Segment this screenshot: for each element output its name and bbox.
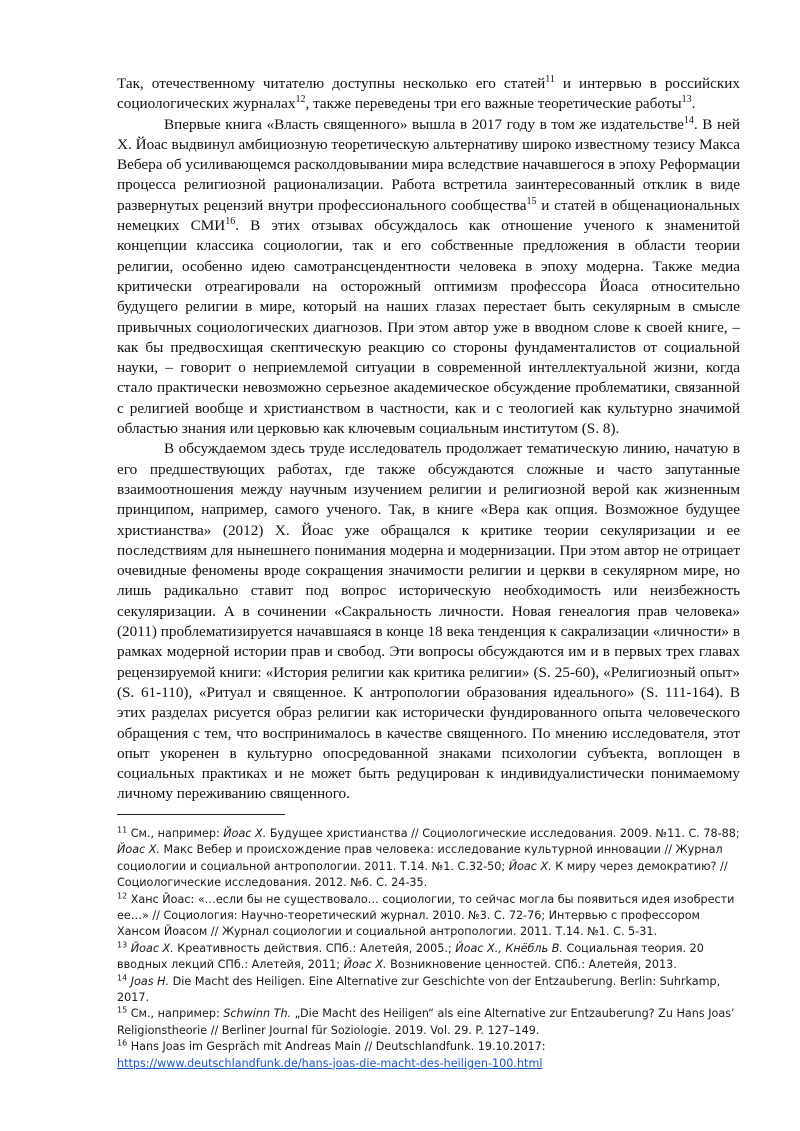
- footnote-marker: 13: [117, 940, 128, 950]
- reference-link[interactable]: https://www.deutschlandfunk.de/hans-joas-die-macht-des-heiligen-100.html: [117, 1056, 543, 1070]
- text-run: Креативность действия. СПб.: Алетейя, 2005.;: [173, 941, 456, 955]
- footnote-marker: 12: [295, 94, 306, 106]
- footnote-marker: 16: [225, 216, 236, 228]
- text-run: и интервью в российских социологических журналах: [117, 75, 740, 113]
- footnote-11: [117, 826, 743, 892]
- text-run: Социальная теория. 20 вводных лекций СПб.: Алетейя, 2011;: [117, 941, 704, 972]
- text-run: Впервые книга «Власть священного» вышла в 2017 году в том же издательстве: [164, 115, 684, 133]
- footnote-12: [117, 892, 743, 941]
- text-run: Возникновение ценностей. СПб.: Алетейя, 2013.: [386, 958, 677, 972]
- text-run: и статей в общенациональных немецких СМИ: [117, 196, 740, 235]
- author-name: Йоас Х., Кнёбль В.: [455, 941, 563, 955]
- author-name: Йоас Х.: [223, 827, 267, 840]
- footnote-marker: 15: [117, 1005, 128, 1015]
- text-run: Так, отечественному читателю доступны несколько его статей: [117, 75, 546, 92]
- text-run: . В ней Х. Йоас выдвинул амбициозную теоретическую альтернативу широко известному тезису Макса Вебера об усиливающемся расколдовывании мира вследствие начавшегося в эпоху Реформации процесса религиозной рационализации. Работа встретила заинтересованный отклик в виде развернутых рецензий внутри профессионального сообщества: [117, 115, 740, 214]
- footnote-marker: 14: [683, 114, 694, 126]
- text-run: См., например:: [127, 1007, 224, 1021]
- author-name: Joas H.: [130, 974, 170, 988]
- footnote-marker: 15: [526, 195, 537, 207]
- footnote-13: [117, 941, 743, 974]
- paragraph: [117, 115, 740, 440]
- text-run: .: [691, 95, 696, 113]
- text-run: Макс Вебер и происхождение прав человека: исследование культурной инновации // Журнал социологии и социальной антропологии. 2011. Т.14. №1. С.32-50;: [117, 843, 723, 873]
- footnotes-section: [117, 826, 743, 1072]
- author-name: Йоас Х.: [117, 843, 160, 857]
- text-run: См., например:: [127, 827, 224, 840]
- author-name: Schwinn Th.: [223, 1007, 292, 1021]
- text-run: Die Macht des Heiligen. Eine Alternative zur Geschichte von der Entzauberung. Berlin: Suhrkamp, 2017.: [117, 974, 721, 1005]
- text-run: „Die Macht des Heiligen“ als eine Alternative zur Entzauberung? Zu Hans Joas’ Religionstheorie // Berliner Journal für Soziologie. 2019. Vol. 29. P. 127–149.: [117, 1007, 735, 1037]
- text-run: Будущее христианства // Социологические исследования. 2009. №11. С. 78-88;: [266, 827, 740, 840]
- footnote-marker: 12: [117, 890, 128, 900]
- paragraph: [117, 74, 740, 115]
- document-body: [117, 74, 740, 805]
- footnote-15: [117, 1006, 743, 1039]
- footnote-marker: 14: [117, 972, 128, 982]
- author-name: Йоас Х.: [343, 958, 387, 972]
- footnote-marker: 16: [117, 1038, 128, 1048]
- text-run: . В этих отзывах обсуждалось как отношение ученого к знаменитой концепции классика социологии, так и его собственные предложения в области теории религии, особенно идею самотрансцендентности человека в эпоху модерна. Также медиа критически отреагировали на осторожный оптимизм профессора Йоаса относительно будущего религии в мире, который на наших глазах перестает быть секулярным в смысле привычных социологических диагнозов. При этом автор уже в вводном слове к своей книге, – как бы предвосхищая скептическую реакцию со стороны фундаменталистов от социальной науки, – говорит о неприемлемой ситуации в современной интеллектуальной жизни, когда стало практически невозможно серьезное академическое обсуждение проблематики, связанной с религией вообще и христианством в частности, как и с теологией как культурно значимой областью знания или церковью как ключевым социальным институтом (S. 8).: [117, 217, 740, 438]
- footnote-14: [117, 974, 743, 1007]
- text-run: Hans Joas im Gespräch mit Andreas Main // Deutschlandfunk. 19.10.2017:: [127, 1040, 546, 1054]
- footnote-16: [117, 1039, 743, 1072]
- footnote-marker: 11: [117, 825, 128, 835]
- author-name: Йоас Х.: [130, 941, 174, 955]
- text-run: К миру через демократию? // Социологические исследования. 2012. №6. С. 24-35.: [117, 859, 728, 890]
- paragraph: [117, 439, 740, 804]
- text-run: В обсуждаемом здесь труде исследователь продолжает тематическую линию, начатую в его предшествующих работах, где также обсуждаются сложные и часто запутанные взаимоотношения между научным изучением религии и религиозной верой как жизненным принципом, например, самого ученого. Так, в книге «Вера как опция. Возможное будущее христианства» (2012) Х. Йоас уже обращался к критике теории секуляризации и ее последствиям для нынешнего понимания модерна и модернизации. При этом автор не отрицает очевидные феномены вроде сокращения значимости религии и церкви в секулярном мире, но лишь радикально ставит под вопрос историческую необходимость или неизбежность секуляризации. А в сочинении «Сакральность личности. Новая генеалогия прав человека» (2011) проблематизируется начавшаяся в конце 18 века тенденция к сакрализации «личности» в рамках модерной истории прав и свобод. Эти вопросы обсуждаются им и в первых трех главах рецензируемой книги: «История религии как критика религии» (S. 25-60), «Религиозный опыт» (S. 61-110), «Ритуал и священное. К антропологии образования идеального» (S. 111-164). В этих разделах рисуется образ религии как исторически фундированного опыта человеческого обращения с тем, что воспринималось в качестве священного. По мнению исследователя, этот опыт укоренен в культурно опосредованной знаками психологии субъекта, воплощен в социальных практиках и не может быть редуцирован к индивидуалистически понимаемому личному переживанию священного.: [117, 440, 740, 803]
- footnote-separator: [117, 814, 285, 815]
- text-run: , также переведены три его важные теоретические работы: [305, 95, 682, 113]
- footnote-marker: 13: [681, 94, 692, 106]
- author-name: Йоас Х.: [508, 859, 552, 873]
- footnote-marker: 11: [545, 73, 555, 85]
- text-run: Ханс Йоас: «…если бы не существовало… социологии, то сейчас могла бы появиться идея изобрести ее…» // Социология: Научно-теоретический журнал. 2010. №3. С. 72-76; Интервью с профессором Хансом Йоасом // Журнал социологии и социальной антропологии. 2011. Т.14. №1. С. 5-31.: [117, 892, 735, 939]
